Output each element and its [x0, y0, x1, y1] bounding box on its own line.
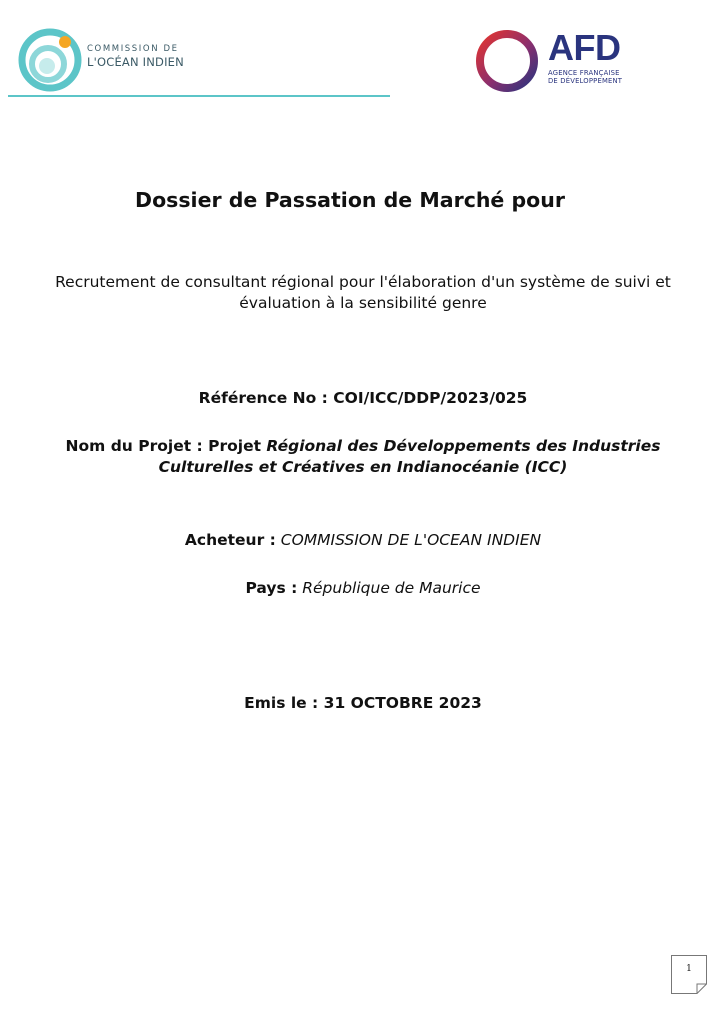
afd-line1: AGENCE FRANÇAISE — [548, 69, 620, 77]
afd-ring-icon — [472, 26, 542, 96]
coi-logo-line2: L'OCÉAN INDIEN — [87, 54, 184, 69]
page-number: 1 — [686, 964, 692, 974]
reference-value: COI/ICC/DDP/2023/025 — [333, 389, 528, 407]
acheteur-value: COMMISSION DE L'OCEAN INDIEN — [280, 531, 542, 549]
projet-prefix: Projet — [208, 437, 262, 455]
reference-label: Référence No : — [198, 389, 328, 407]
projet-name: Régional des Développements des Industries Culturelles et Créatives en Indianocéanie (ICC) — [158, 437, 661, 476]
document-subtitle: Recrutement de consultant régional pour l'élaboration d'un système de suivi et évaluation à la sensibilité genre — [55, 273, 671, 312]
emis-line — [40, 693, 686, 714]
document-title: Dossier de Passation de Marché pour — [135, 188, 565, 212]
reference-line — [40, 388, 686, 409]
afd-logo — [472, 26, 652, 96]
afd-line2: DE DÉVELOPPEMENT — [548, 76, 623, 85]
coi-logo-line1: COMMISSION DE — [87, 44, 179, 54]
header-divider — [8, 95, 390, 97]
afd-acronym: AFD — [548, 27, 621, 68]
coi-emblem-icon — [18, 28, 82, 92]
pays-label: Pays : — [245, 579, 298, 597]
acheteur-line — [40, 530, 686, 551]
pays-line — [40, 578, 686, 599]
emis-label: Emis le : — [244, 694, 319, 712]
pays-value: République de Maurice — [302, 579, 481, 597]
page-icon — [671, 955, 707, 994]
projet-label: Nom du Projet : — [65, 437, 203, 455]
page-number-badge — [671, 955, 707, 994]
emis-value: 31 OCTOBRE 2023 — [323, 694, 482, 712]
coi-logo — [18, 28, 218, 92]
projet-line — [40, 436, 686, 478]
acheteur-label: Acheteur : — [184, 531, 276, 549]
